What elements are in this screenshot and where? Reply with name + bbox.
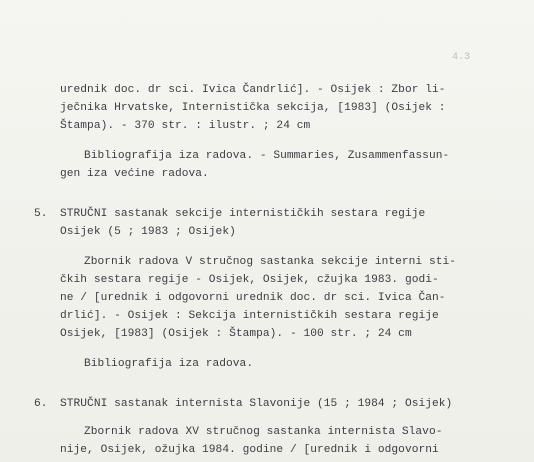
entry-6-body-line-2: nije, Osijek, ožujka 1984. godine / [urednik i odgovorni <box>60 444 439 456</box>
entry-6-heading: STRUČNI sastanak internista Slavonije (15 ; 1984 ; Osijek) <box>60 398 453 410</box>
entry-4-line-3: Štampa). - 370 str. : ilustr. ; 24 cm <box>60 120 311 132</box>
entry-4-note-line-2: gen iza većine radova. <box>60 168 209 180</box>
entry-5-body-line-5: Osijek, [1983] (Osijek : Štampa). - 100 str. ; 24 cm <box>60 328 412 340</box>
corner-mark: 4.3 <box>452 52 471 63</box>
entry-4-line-2: ječnika Hrvatske, Internistička sekcija, [1983] (Osijek : <box>60 102 446 114</box>
entry-6-number: 6. <box>34 398 48 410</box>
entry-5-heading-line-1: STRUČNI sastanak sekcije internističkih sestara regije <box>60 208 426 220</box>
entry-5-heading-line-2: Osijek (5 ; 1983 ; Osijek) <box>60 226 236 238</box>
entry-6-body-line-1: Zbornik radova XV stručnog sastanka internista Slavo- <box>84 426 443 438</box>
entry-5-note: Bibliografija iza radova. <box>84 358 254 370</box>
entry-4-line-1: urednik doc. dr sci. Ivica Čandrlić]. - Osijek : Zbor li- <box>60 84 446 96</box>
entry-5-body-line-2: čkih sestara regije - Osijek, Osijek, cžujka 1983. godi- <box>60 274 439 286</box>
entry-4-note-line-1: Bibliografija iza radova. - Summaries, Zusammenfassun- <box>84 150 450 162</box>
entry-5-body-line-1: Zbornik radova V stručnog sastanka sekcije interni sti- <box>84 256 456 268</box>
entry-5-number: 5. <box>34 208 48 220</box>
entry-5-body-line-4: drlić]. - Osijek : Sekcija internističkih sestara regije <box>60 310 439 322</box>
entry-5-body-line-3: ne / [urednik i odgovorni urednik doc. dr sci. Ivica Čan- <box>60 292 446 304</box>
